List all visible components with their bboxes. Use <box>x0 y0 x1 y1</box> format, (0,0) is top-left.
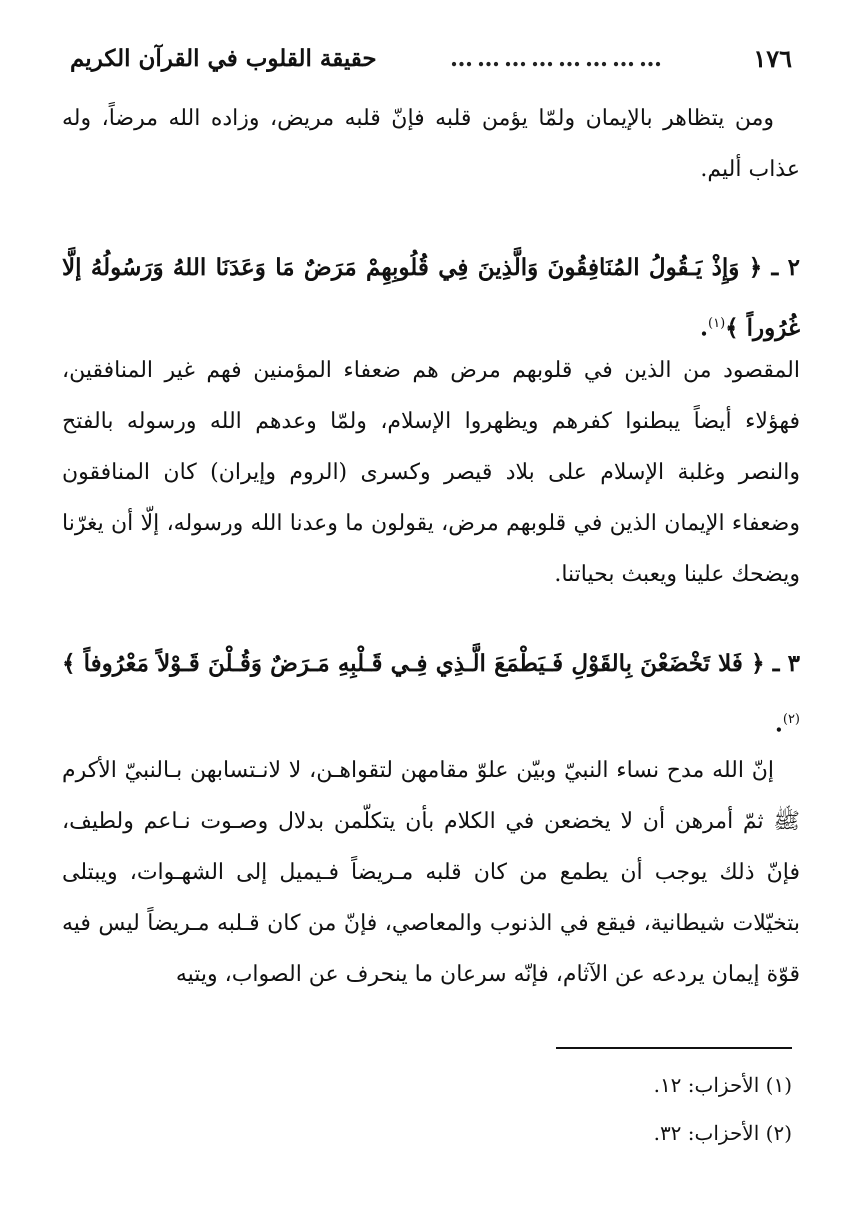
verse-2-open-bracket: ﴿ <box>748 254 763 281</box>
verse-3-end-mark: . <box>774 710 783 738</box>
section-3-commentary: إنّ الله مدح نساء النبيّ وبيّن علوّ مقامهن لتقواهـن، لا لانـتسابهن بـالنبيّ الأكرم ﷺ ثمّ أمرهن أن لا يخضعن في الكلام بأن يتكلّمن بدلال وصـوت نـاعم ولطيف، فإنّ ذلك يوجب أن يطمع من كان قلبه مـريضاً فـيميل إلى الشهـوات، ويبتلى بتخيّلات شيطانية، فيقع في الذنوب والمعاصي، فإنّ من كان قـلبه مـريضاً ليس فيه قوّة إيمان يردعه عن الآثام، فإنّه سرعان ما ينحرف عن الصواب، ويتيه <box>62 758 800 987</box>
verse-2-footnote-ref: (١) <box>708 316 726 331</box>
quran-verse-2 <box>62 240 800 357</box>
verse-2-close-bracket: ﴾ <box>725 314 739 342</box>
footnote-separator <box>556 1047 792 1049</box>
running-title: حقيقة القلوب في القرآن الكريم <box>70 44 377 72</box>
verse-3-close-bracket: ﴾ <box>62 650 76 677</box>
intro-paragraph: ومن يتظاهر بالإيمان ولمّا يؤمن قلبه فإنّ قلبه مريض، وزاده الله مرضاً، وله عذاب أليم. <box>62 106 800 182</box>
verse-3-text: فَلا تَخْضَعْنَ بِالقَوْلِ فَـيَطْمَعَ الَّـذِي فِـي قَـلْبِهِ مَـرَضٌ وَقُـلْنَ قَـوْلاً مَعْرُوفاً <box>83 650 743 677</box>
quran-verse-3 <box>62 636 800 753</box>
running-header <box>70 38 792 78</box>
header-leader-dots: …………………… <box>449 44 666 72</box>
page-number: ١٧٦ <box>753 43 792 73</box>
verse-3-number: ٣ ـ <box>772 650 801 677</box>
footnote-1: (١) الأحزاب: ١٢. <box>653 1073 792 1097</box>
section-2-commentary: المقصود من الذين في قلوبهم مرض هم ضعفاء المؤمنين فهم غير المنافقين، فهؤلاء أيضاً يبطنوا كفرهم ويظهروا الإسلام، ولمّا وعدهم الله ورسوله بالفتح والنصر وغلبة الإسلام على بلاد قيصر وكسرى (الروم وإيران) كان المنافقون وضعفاء الإيمان الذين في قلوبهم مرض، يقولون ما وعدنا الله ورسوله، إلّا أن يغرّنا ويضحك علينا ويعبث بحياتنا. <box>62 358 800 587</box>
verse-3-open-bracket: ﴿ <box>751 650 765 677</box>
verse-2-number: ٢ ـ <box>771 254 800 281</box>
footnote-2: (٢) الأحزاب: ٣٢. <box>653 1121 792 1145</box>
verse-2-end-mark: . <box>700 314 709 342</box>
verse-3-footnote-ref: (٢) <box>782 712 800 727</box>
verse-2-text: وَإِذْ يَـقُولُ المُنَافِقُونَ وَالَّذِينَ فِي قُلُوبِهِمْ مَرَضٌ مَا وَعَدَنَا اللهُ وَرَسُولُهُ إلَّا غُرُوراً <box>62 254 800 342</box>
